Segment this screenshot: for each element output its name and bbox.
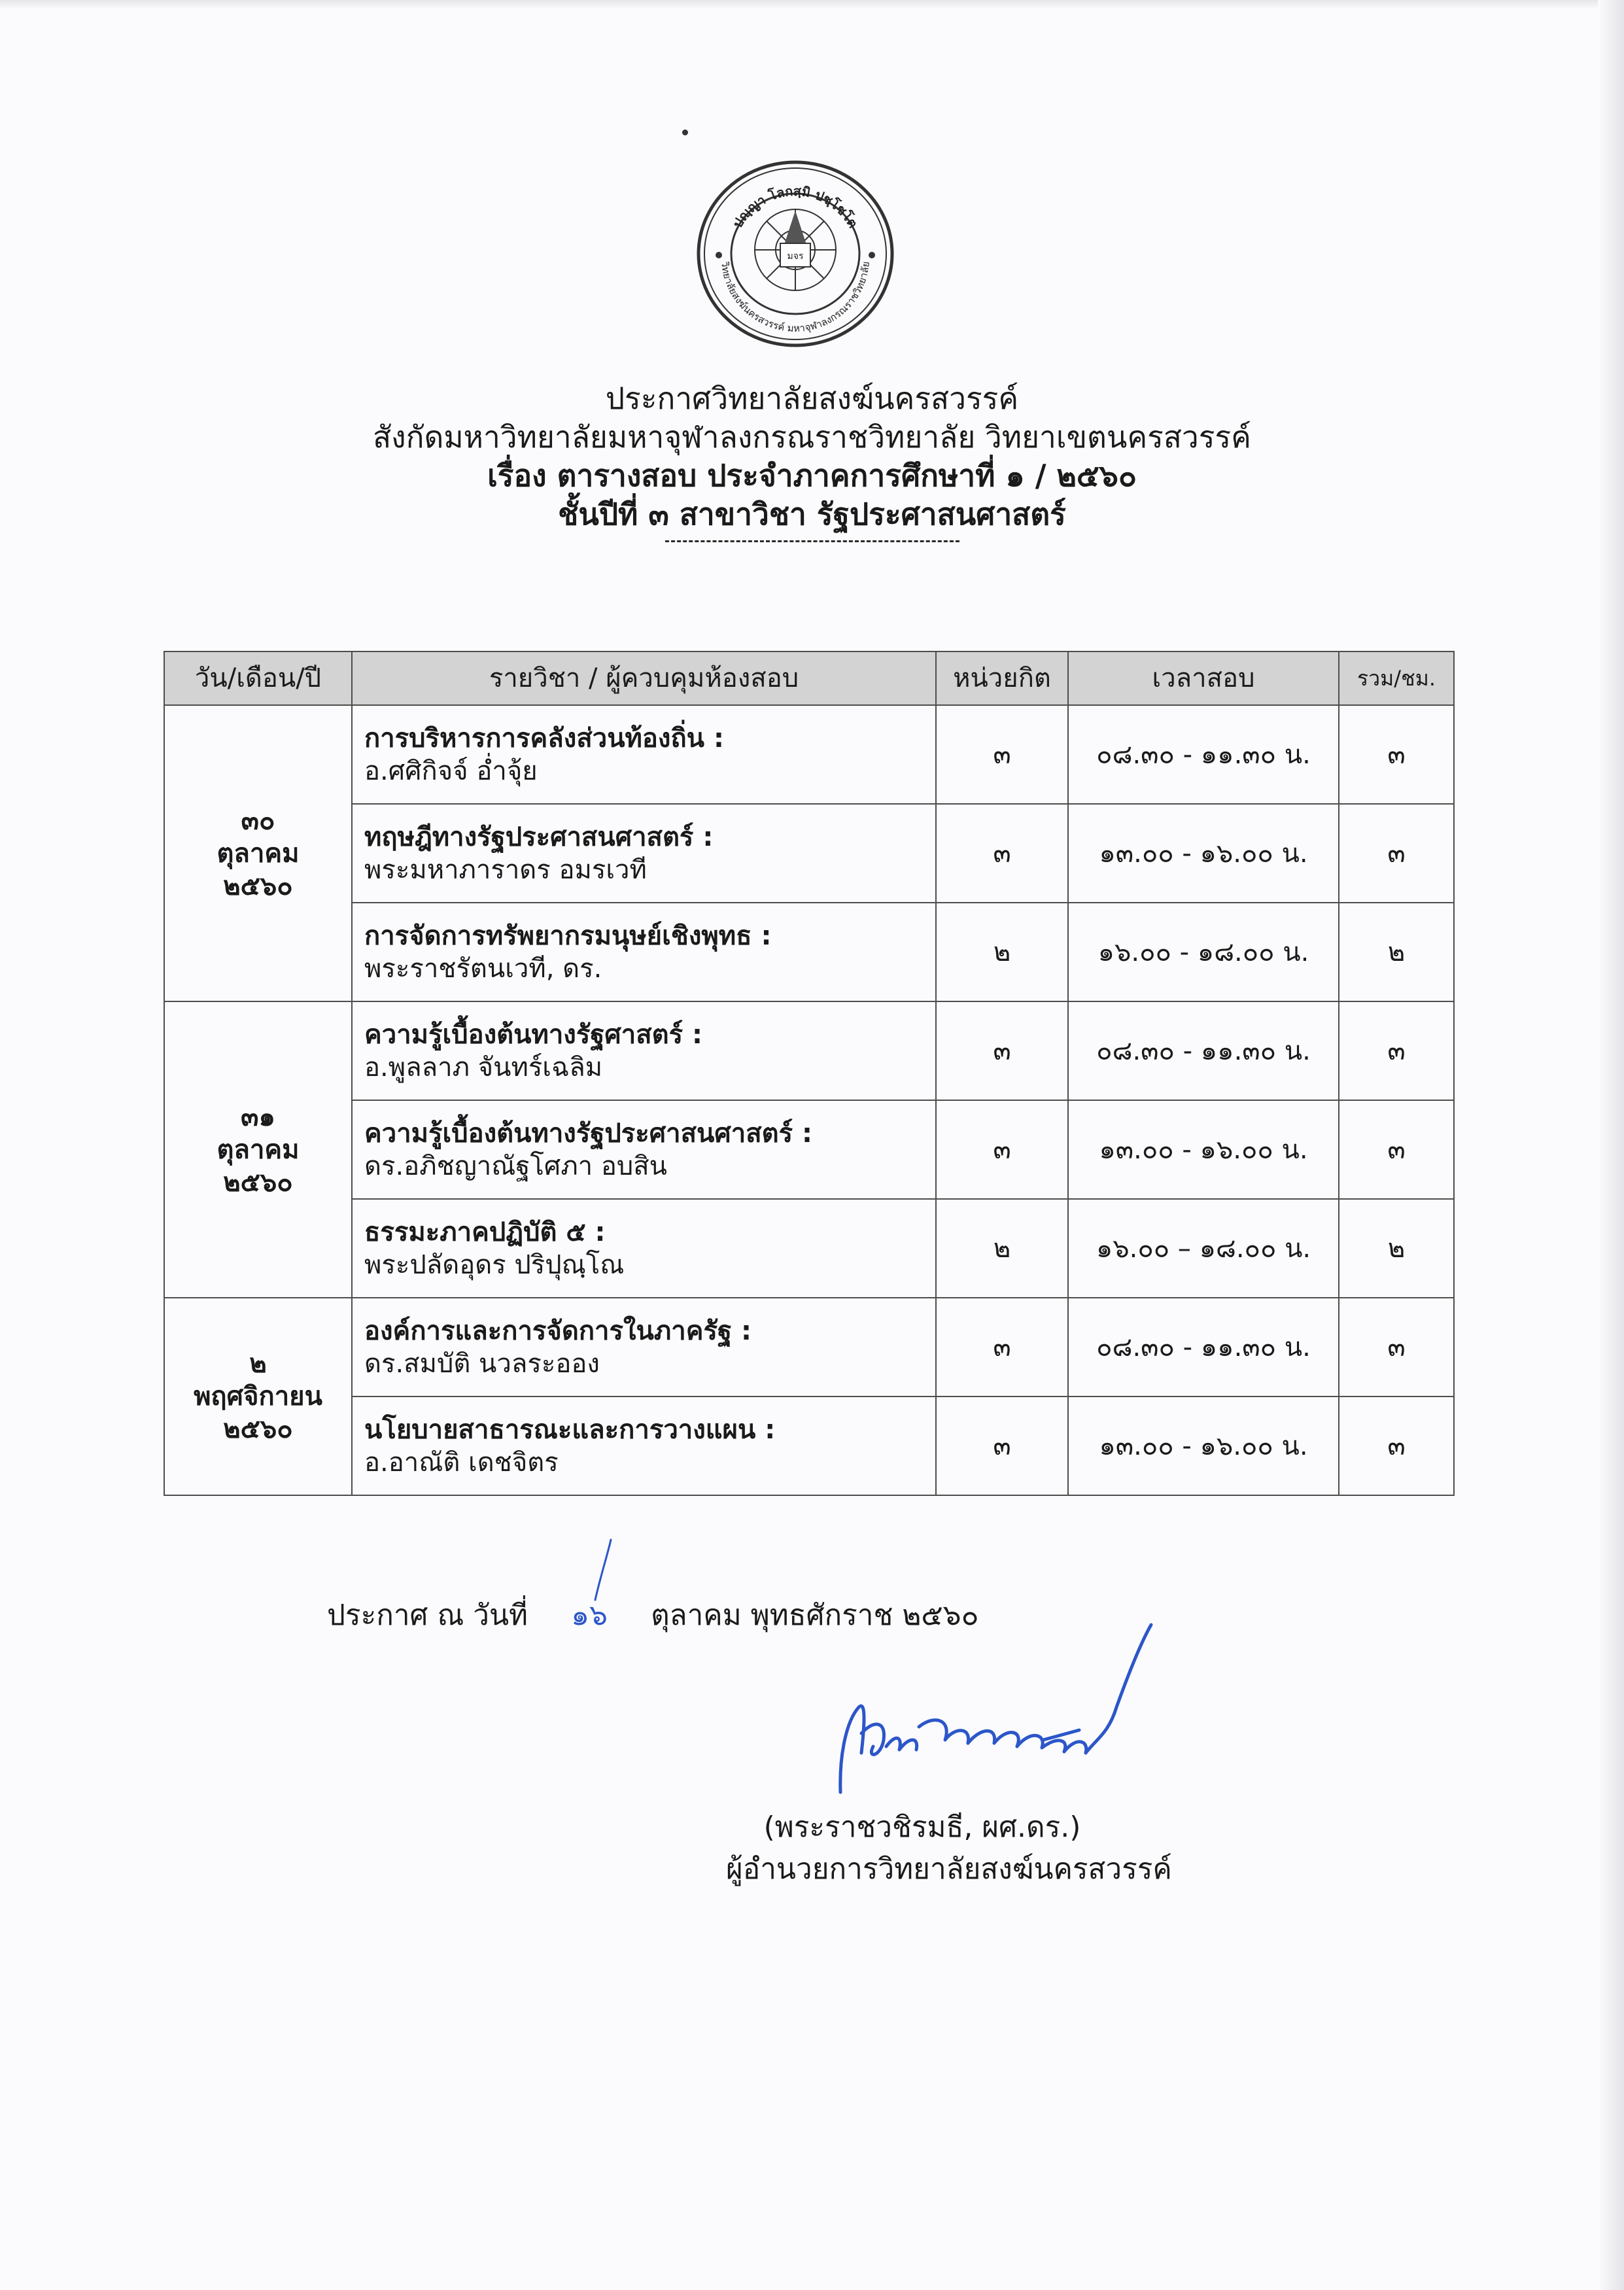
hours-cell: ๓ (1339, 705, 1454, 804)
credits-cell: ๓ (936, 705, 1068, 804)
credits-cell: ๒ (936, 1199, 1068, 1298)
subject-cell (352, 1001, 936, 1100)
table-row (164, 804, 1454, 903)
date-day: ๓๑ (241, 1102, 275, 1132)
exam-time-cell: ๑๖.๐๐ - ๑๘.๐๐ น. (1068, 903, 1339, 1001)
page-edge (0, 0, 1624, 9)
page-edge (1598, 0, 1624, 2290)
proctor-name: ดร.อภิชญาณัฐโศภา อบสิน (364, 1151, 668, 1181)
subject-cell (352, 1100, 936, 1199)
credits-cell: ๓ (936, 804, 1068, 903)
hours-cell: ๓ (1339, 1100, 1454, 1199)
ink-speck (682, 130, 688, 135)
subject-name: การบริหารการคลังส่วนท้องถิ่น : (364, 723, 724, 754)
credits-cell: ๓ (936, 1100, 1068, 1199)
subject-name: ความรู้เบื้องต้นทางรัฐประศาสนศาสตร์ : (364, 1118, 812, 1149)
date-month: พฤศจิกายน (194, 1381, 322, 1412)
date-cell (164, 705, 352, 1001)
credits-cell: ๓ (936, 1298, 1068, 1397)
table-row (164, 1298, 1454, 1397)
subject-cell (352, 705, 936, 804)
date-day: ๒ (249, 1349, 267, 1379)
subject-name: การจัดการทรัพยากรมนุษย์เชิงพุทธ : (364, 920, 772, 951)
date-cell (164, 1001, 352, 1298)
subject-name: นโยบายสาธารณะและการวางแผน : (364, 1414, 776, 1445)
credits-cell: ๒ (936, 903, 1068, 1001)
announcement-day: ๑๖ (571, 1599, 608, 1632)
seal-top-text: ปญฺญา โลกสฺมิ ปชฺโชโต (729, 182, 861, 231)
proctor-name: พระปลัดอุดร ปริปุณฺโณ (364, 1249, 625, 1280)
column-header-exam-time: เวลาสอบ (1068, 651, 1339, 705)
header-divider (665, 540, 959, 542)
table-row (164, 903, 1454, 1001)
hours-cell: ๓ (1339, 1298, 1454, 1397)
proctor-name: ดร.สมบัติ นวลระออง (364, 1348, 600, 1379)
header-line-2: สังกัดมหาวิทยาลัยมหาจุฬาลงกรณราชวิทยาลัย วิทยาเขตนครสวรรค์ (373, 419, 1251, 455)
signatory-name: (พระราชวชิรมธี, ผศ.ดร.) (763, 1811, 1081, 1844)
signatory-title: ผู้อำนวยการวิทยาลัยสงฆ์นครสวรรค์ (726, 1852, 1172, 1886)
table-row (164, 1199, 1454, 1298)
proctor-name: พระราชรัตนเวที, ดร. (364, 953, 602, 984)
date-month: ตุลาคม (216, 838, 300, 869)
date-year: ๒๕๖๐ (223, 1167, 293, 1198)
subject-cell (352, 804, 936, 903)
exam-schedule-table (164, 651, 1455, 1496)
column-header-date: วัน/เดือน/ปี (164, 651, 352, 705)
seal-bottom-text: วิทยาลัยสงฆ์นครสวรรค์ มหาจุฬาลงกรณราชวิทยาลัย (719, 260, 872, 335)
header-line-3: เรื่อง ตารางสอบ ประจำภาคการศึกษาที่ ๑ / ๒๕๖๐ (487, 458, 1137, 493)
subject-name: ความรู้เบื้องต้นทางรัฐศาสตร์ : (364, 1019, 703, 1050)
proctor-name: พระมหาภาราดร อมรเวที (364, 854, 647, 885)
hours-cell: ๓ (1339, 1001, 1454, 1100)
subject-name: ทฤษฎีทางรัฐประศาสนศาสตร์ : (364, 822, 714, 852)
header-line-1: ประกาศวิทยาลัยสงฆ์นครสวรรค์ (605, 381, 1019, 416)
date-cell (164, 1298, 352, 1495)
header-line-4: ชั้นปีที่ ๓ สาขาวิชา รัฐประศาสนศาสตร์ (558, 496, 1066, 532)
exam-time-cell: ๑๓.๐๐ - ๑๖.๐๐ น. (1068, 804, 1339, 903)
subject-name: ธรรมะภาคปฏิบัติ ๕ : (364, 1217, 606, 1247)
university-seal-icon (695, 160, 895, 348)
hours-cell: ๓ (1339, 804, 1454, 903)
exam-time-cell: ๐๘.๓๐ - ๑๑.๓๐ น. (1068, 1001, 1339, 1100)
proctor-name: อ.อาณัติ เดชจิตร (364, 1447, 559, 1478)
table-row (164, 1100, 1454, 1199)
proctor-name: อ.พูลลาภ จันทร์เฉลิม (364, 1052, 603, 1083)
table-row (164, 1001, 1454, 1100)
exam-time-cell: ๐๘.๓๐ - ๑๑.๓๐ น. (1068, 705, 1339, 804)
subject-cell (352, 1298, 936, 1397)
document-header (0, 379, 1624, 542)
date-day: ๓๐ (241, 805, 275, 836)
table-row (164, 705, 1454, 804)
table-header-row (164, 651, 1454, 705)
subject-cell (352, 1199, 936, 1298)
date-month: ตุลาคม (216, 1134, 300, 1165)
column-header-subject: รายวิชา / ผู้ควบคุมห้องสอบ (352, 651, 936, 705)
date-year: ๒๕๖๐ (223, 871, 293, 901)
subject-cell (352, 1397, 936, 1495)
announcement-suffix: ตุลาคม พุทธศักราช ๒๕๖๐ (651, 1599, 979, 1632)
date-year: ๒๕๖๐ (223, 1414, 293, 1444)
subject-name: องค์การและการจัดการในภาครัฐ : (364, 1315, 752, 1346)
credits-cell: ๓ (936, 1397, 1068, 1495)
subject-cell (352, 903, 936, 1001)
table-row (164, 1397, 1454, 1495)
exam-time-cell: ๑๓.๐๐ - ๑๖.๐๐ น. (1068, 1100, 1339, 1199)
column-header-hours: รวม/ชม. (1339, 651, 1454, 705)
handwritten-tick-icon (591, 1537, 617, 1603)
exam-time-cell: ๑๖.๐๐ – ๑๘.๐๐ น. (1068, 1199, 1339, 1298)
exam-time-cell: ๐๘.๓๐ - ๑๑.๓๐ น. (1068, 1298, 1339, 1397)
seal-center-text: มจร (787, 251, 804, 262)
handwritten-signature-icon (821, 1622, 1161, 1799)
signatory-block (726, 1807, 1172, 1890)
announcement-prefix: ประกาศ ณ วันที่ (327, 1599, 528, 1632)
column-header-credits: หน่วยกิต (936, 651, 1068, 705)
proctor-name: อ.ศศิกิจจ์ อ่ำจุ้ย (364, 755, 538, 786)
hours-cell: ๒ (1339, 903, 1454, 1001)
credits-cell: ๓ (936, 1001, 1068, 1100)
exam-time-cell: ๑๓.๐๐ - ๑๖.๐๐ น. (1068, 1397, 1339, 1495)
hours-cell: ๓ (1339, 1397, 1454, 1495)
hours-cell: ๒ (1339, 1199, 1454, 1298)
